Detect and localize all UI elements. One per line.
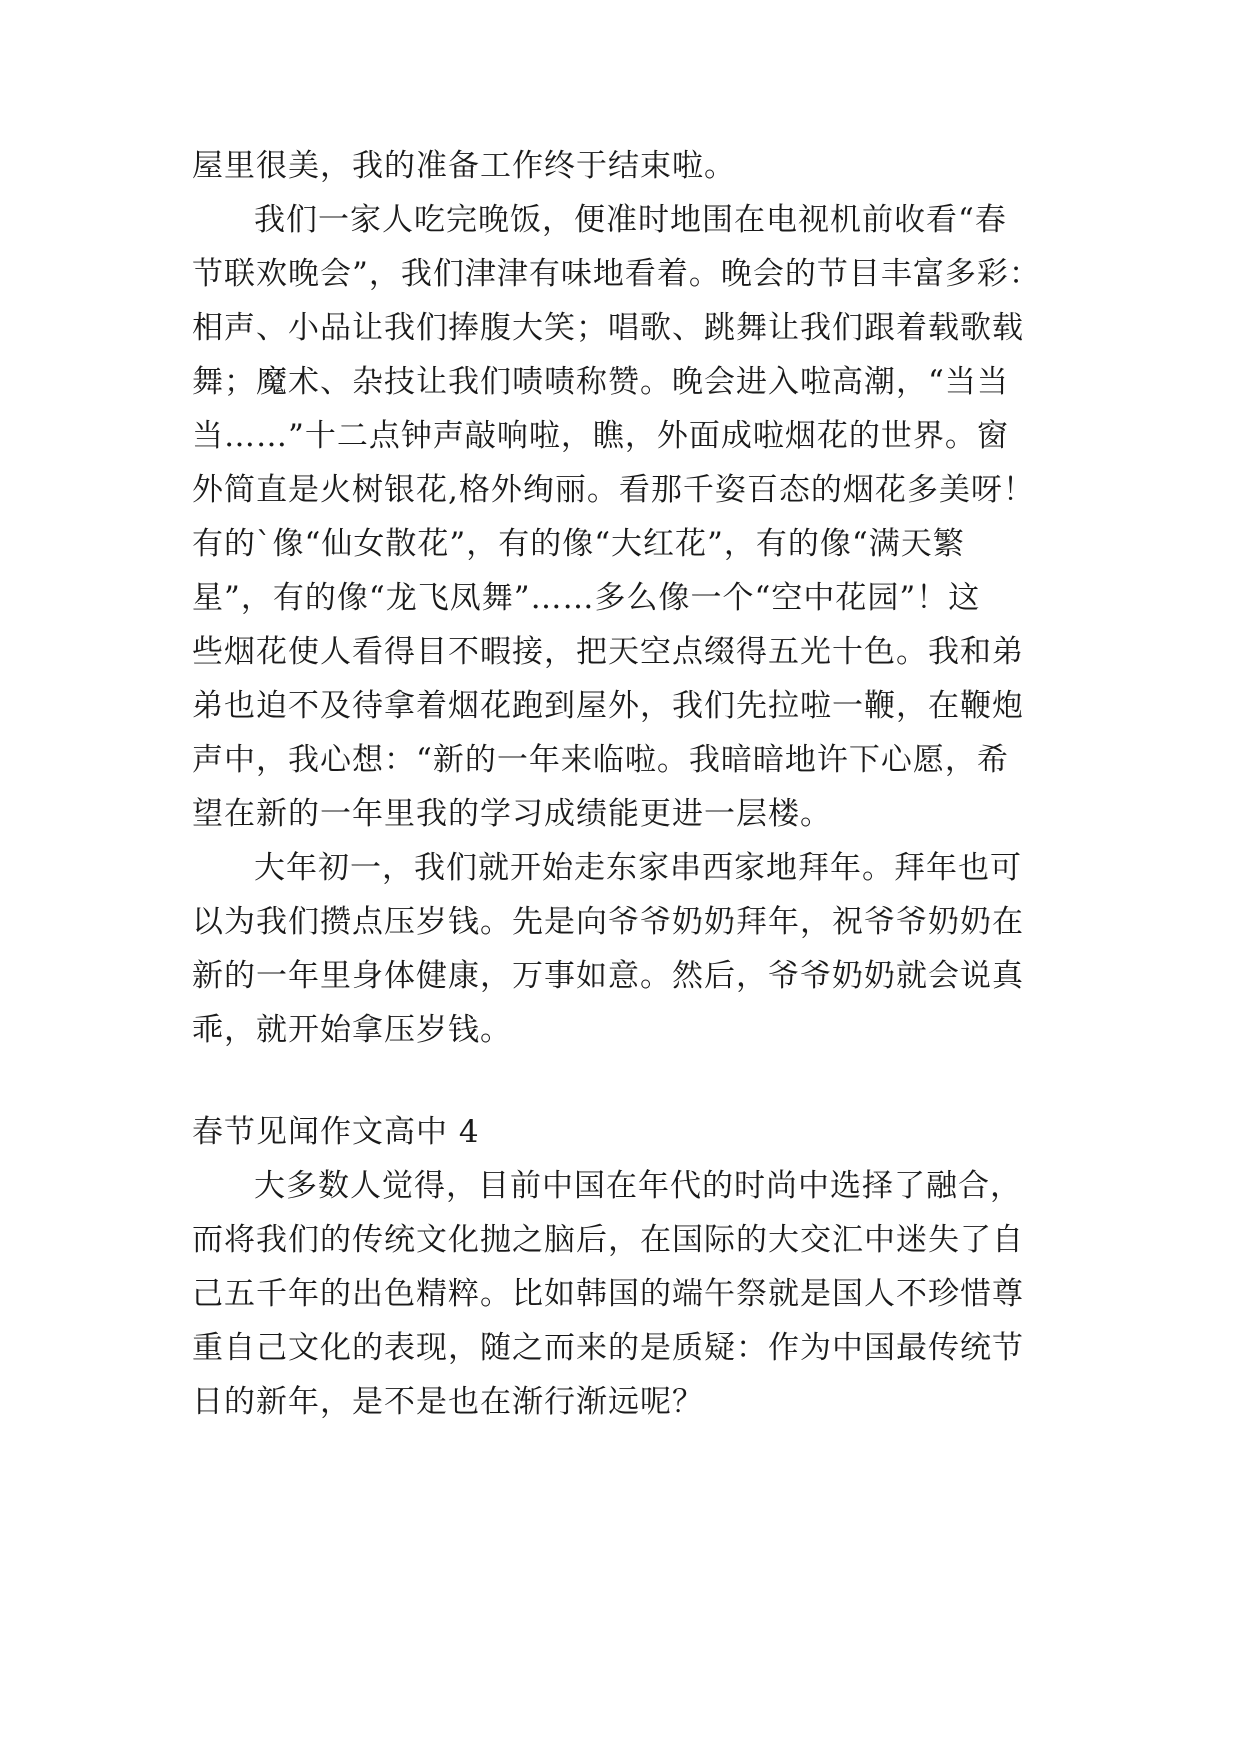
- text-line: 外简直是火树银花,格外绚丽。看那千姿百态的烟花多美呀！: [192, 472, 1035, 508]
- text-line: 节联欢晚会”，我们津津有味地看着。晚会的节目丰富多彩：: [192, 256, 1041, 292]
- paragraph-start-line: 大多数人觉得，目前中国在年代的时尚中选择了融合，: [254, 1168, 1022, 1204]
- paragraph-start-line: 大年初一，我们就开始走东家串西家地拜年。拜年也可: [254, 850, 1022, 886]
- text-line: 弟也迫不及待拿着烟花跑到屋外，我们先拉啦一鞭，在鞭炮: [192, 688, 1024, 724]
- text-line: 声中，我心想：“新的一年来临啦。我暗暗地许下心愿，希: [192, 742, 1009, 778]
- text-line: 新的一年里身体健康，万事如意。然后，爷爷奶奶就会说真: [192, 958, 1024, 994]
- paragraph-start-line: 我们一家人吃完晚饭，便准时地围在电视机前收看“春: [254, 202, 1007, 238]
- text-line: 星”，有的像“龙飞凤舞”……多么像一个“空中花园”！这: [192, 580, 981, 616]
- text-line: 以为我们攒点压岁钱。先是向爷爷奶奶拜年，祝爷爷奶奶在: [192, 904, 1024, 940]
- text-line: 当……”十二点钟声敲响啦，瞧，外面成啦烟花的世界。窗: [192, 418, 1009, 454]
- text-line: 望在新的一年里我的学习成绩能更进一层楼。: [192, 796, 832, 832]
- text-line: 相声、小品让我们捧腹大笑；唱歌、跳舞让我们跟着载歌载: [192, 310, 1024, 346]
- text-line: 乖，就开始拿压岁钱。: [192, 1012, 512, 1048]
- text-line: 些烟花使人看得目不暇接，把天空点缀得五光十色。我和弟: [192, 634, 1024, 670]
- text-line: 屋里很美，我的准备工作终于结束啦。: [192, 148, 736, 184]
- text-line: 日的新年，是不是也在渐行渐远呢？: [192, 1384, 704, 1420]
- text-line: 有的`像“仙女散花”，有的像“大红花”，有的像“满天繁: [192, 526, 965, 562]
- text-line: 己五千年的出色精粹。比如韩国的端午祭就是国人不珍惜尊: [192, 1276, 1024, 1312]
- text-line: 而将我们的传统文化抛之脑后，在国际的大交汇中迷失了自: [192, 1222, 1024, 1258]
- text-line: 舞；魔术、杂技让我们啧啧称赞。晚会进入啦高潮，“当当: [192, 364, 1009, 400]
- section-heading: 春节见闻作文高中 4: [192, 1114, 480, 1150]
- text-line: 重自己文化的表现，随之而来的是质疑：作为中国最传统节: [192, 1330, 1024, 1366]
